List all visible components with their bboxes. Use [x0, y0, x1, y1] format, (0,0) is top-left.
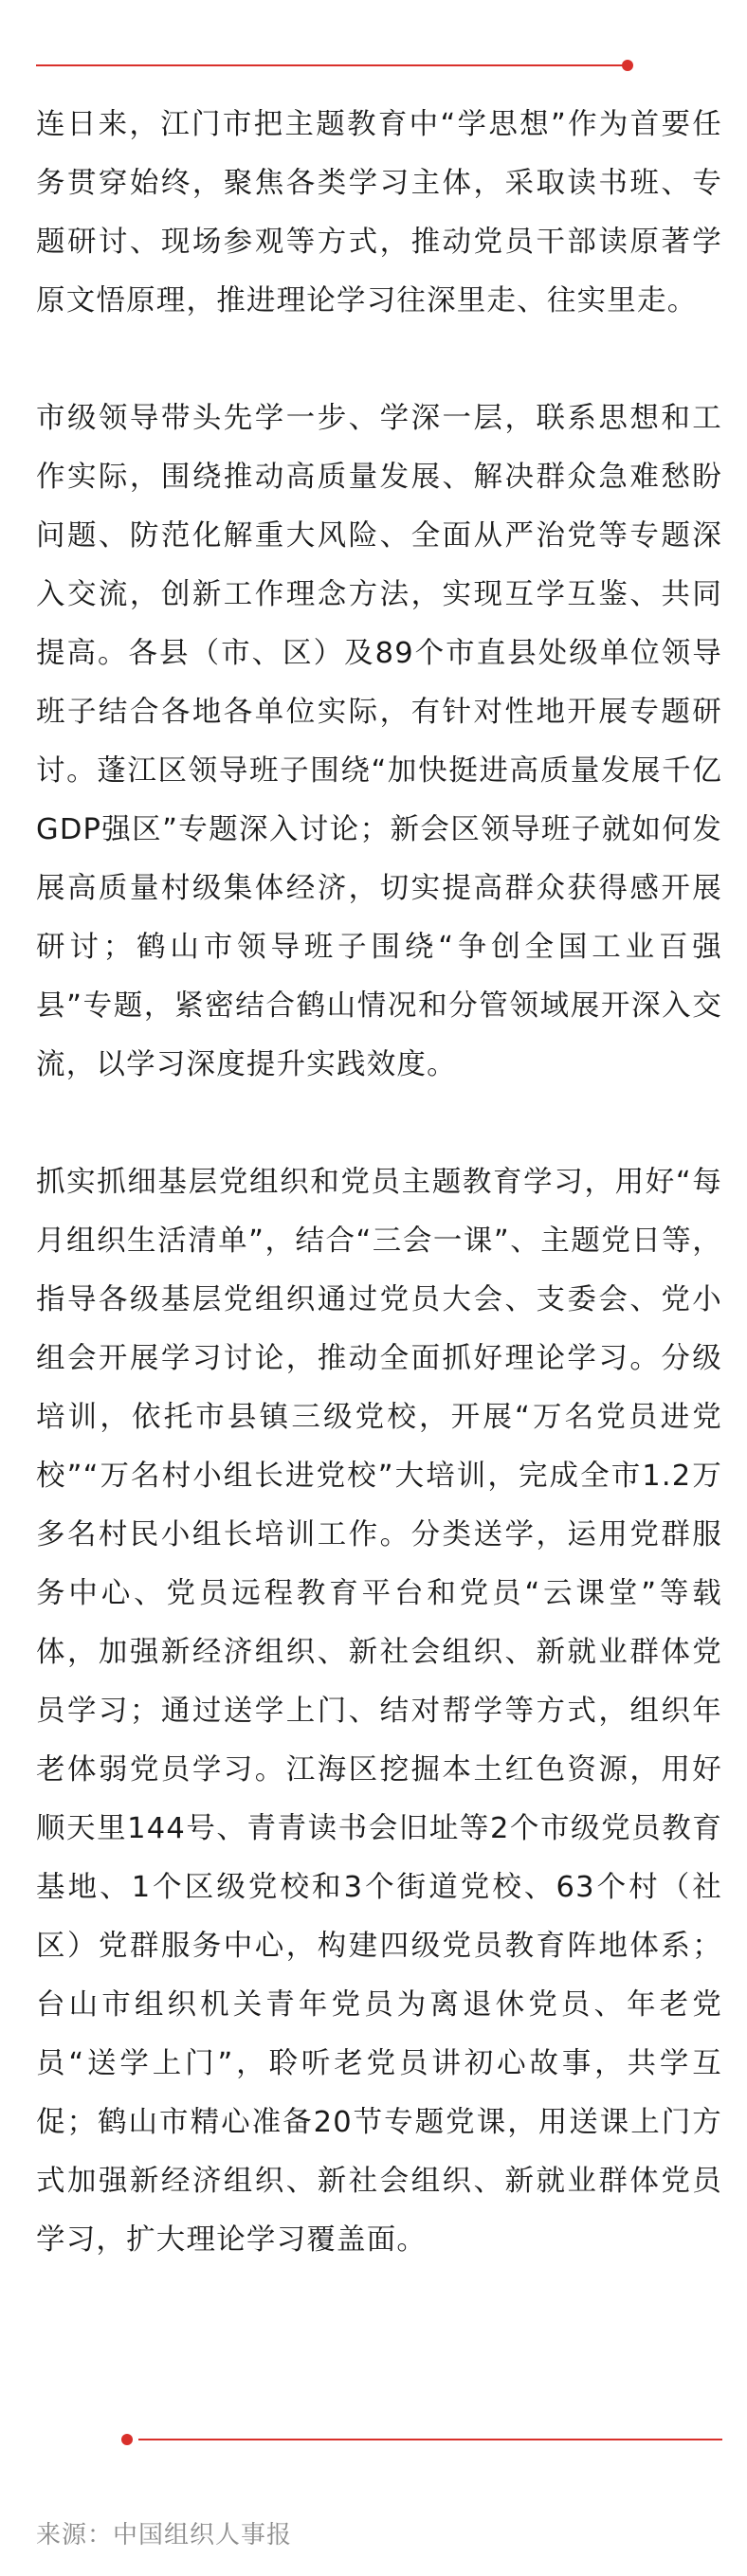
bottom-divider-line: [138, 2439, 722, 2440]
top-divider-line: [36, 64, 626, 66]
paragraph-leadership-study: 市级领导带头先学一步、学深一层，联系思想和工作实际，围绕推动高质量发展、解决群众急难愁盼问题、防范化解重大风险、全面从严治党等专题深入交流，创新工作理念方法，实现互学互鉴、共同提高。各县（市、区）及89个市直县处级单位领导班子结合各地各单位实际，有针对性地开展专题研讨。蓬江区领导班子围绕“加快挺进高质量发展千亿GDP强区”专题深入讨论；新会区领导班子就如何发展高质量村级集体经济，切实提高群众获得感开展研讨；鹤山市领导班子围绕“争创全国工业百强县”专题，紧密结合鹤山情况和分管领域展开深入交流，以学习深度提升实践效度。: [36, 402, 722, 1081]
source-credit: 来源：中国组织人事报: [36, 2521, 293, 2549]
article-body: [36, 96, 722, 2270]
bottom-divider-dot: [121, 2434, 133, 2445]
paragraph-grassroots-study: 抓实抓细基层党组织和党员主题教育学习，用好“每月组织生活清单”，结合“三会一课”、主题党日等，指导各级基层党组织通过党员大会、支委会、党小组会开展学习讨论，推动全面抓好理论学习。分级培训，依托市县镇三级党校，开展“万名党员进党校”“万名村小组长进党校”大培训，完成全市1.2万多名村民小组长培训工作。分类送学，运用党群服务中心、党员远程教育平台和党员“云课堂”等载体，加强新经济组织、新社会组织、新就业群体党员学习；通过送学上门、结对帮学等方式，组织年老体弱党员学习。江海区挖掘本土红色资源，用好顺天里144号、青青读书会旧址等2个市级党员教育基地、1个区级党校和3个街道党校、63个村（社区）党群服务中心，构建四级党员教育阵地体系；台山市组织机关青年党员为离退休党员、年老党员“送学上门”，聆听老党员讲初心故事，共学互促；鹤山市精心准备20节专题党课，用送课上门方式加强新经济组织、新社会组织、新就业群体党员学习，扩大理论学习覆盖面。: [36, 1166, 722, 2257]
paragraph-intro: 连日来，江门市把主题教育中“学思想”作为首要任务贯穿始终，聚焦各类学习主体，采取读书班、专题研讨、现场参观等方式，推动党员干部读原著学原文悟原理，推进理论学习往深里走、往实里走。: [36, 108, 722, 317]
top-divider-dot: [622, 60, 633, 71]
